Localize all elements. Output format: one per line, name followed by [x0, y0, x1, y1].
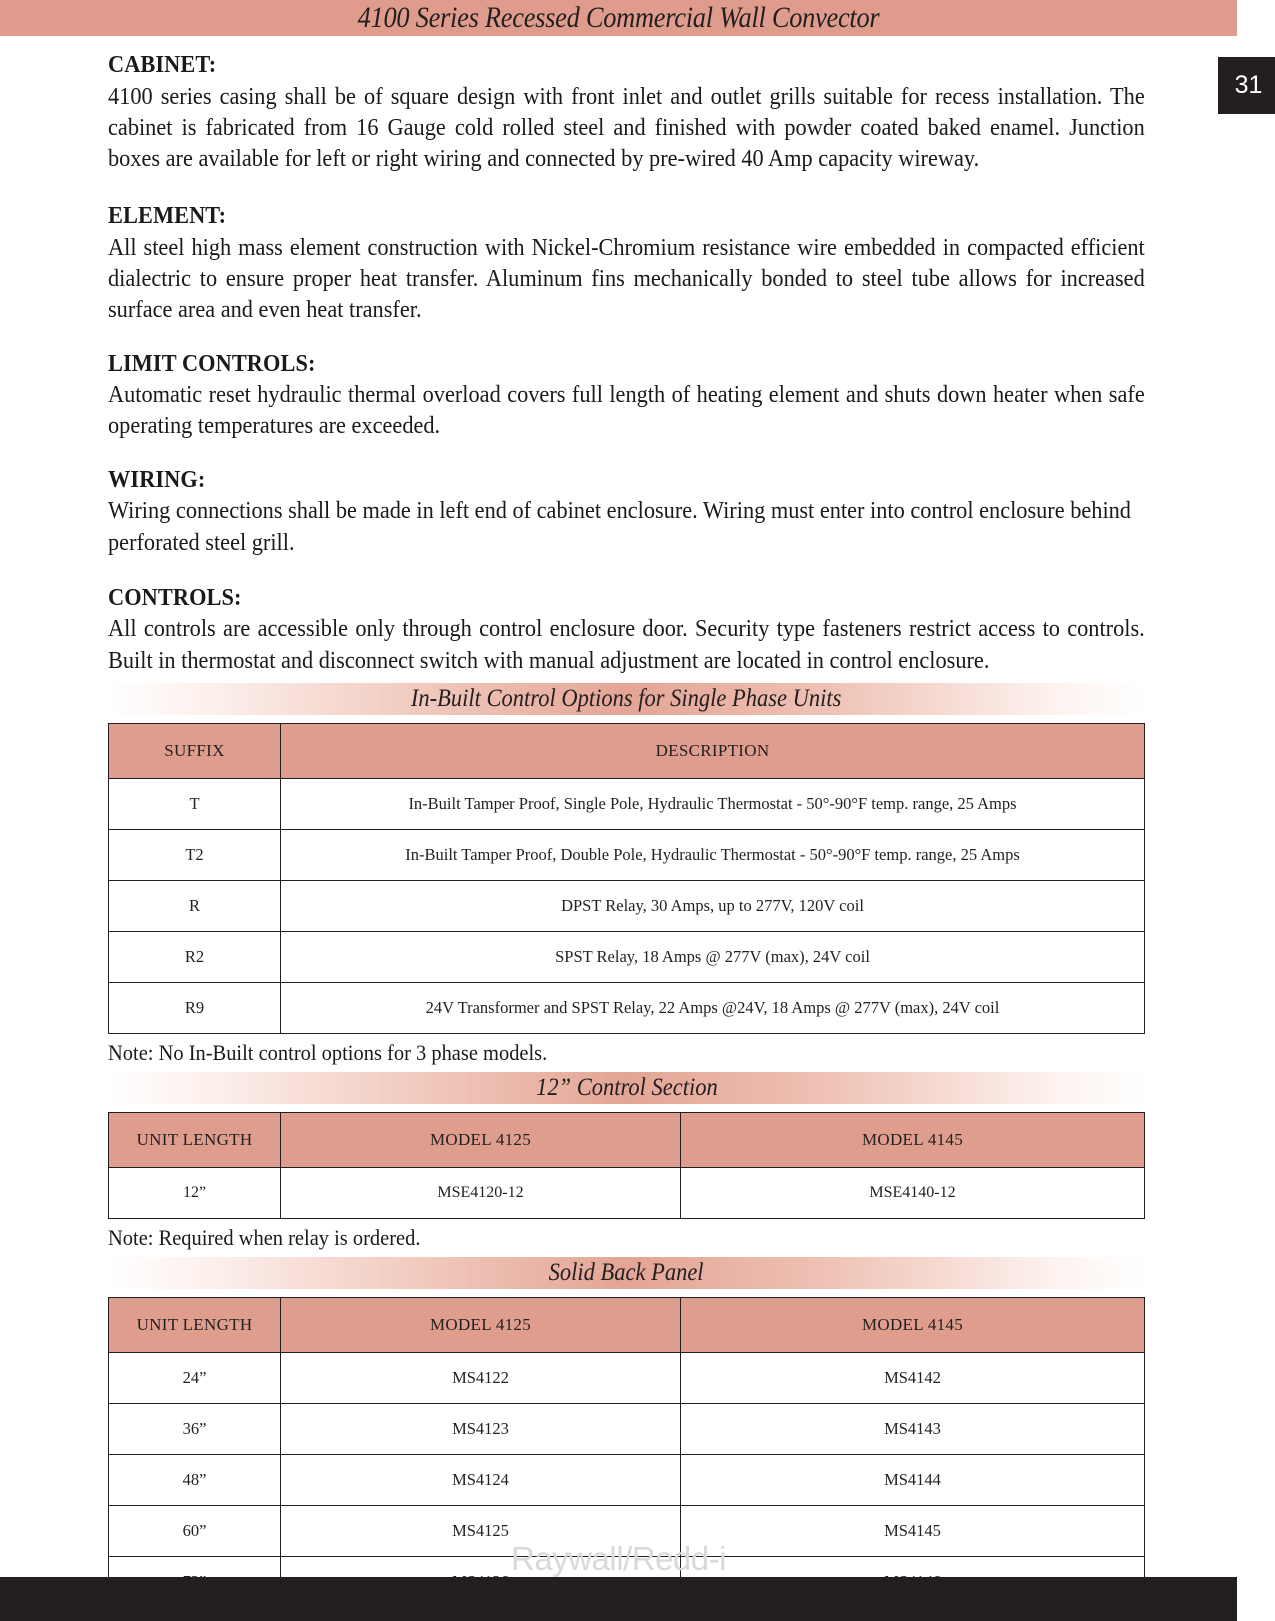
column-header-model-4125: MODEL 4125	[281, 1112, 681, 1167]
cell-description: 24V Transformer and SPST Relay, 22 Amps @24V, 18 Amps @ 277V (max), 24V coil	[281, 982, 1145, 1033]
cell-suffix: T	[109, 778, 281, 829]
control-section-table	[108, 1112, 1145, 1219]
section-controls-heading: CONTROLS:	[108, 584, 242, 611]
column-header-model-4145: MODEL 4145	[681, 1112, 1145, 1167]
control-section-table-note: Note: Required when relay is ordered.	[108, 1224, 421, 1250]
section-element	[108, 201, 1145, 326]
table-row	[109, 1352, 1145, 1403]
cell-suffix: R9	[109, 982, 281, 1033]
cell-model-4125: MS4122	[281, 1352, 681, 1403]
solid-back-panel-table-banner	[108, 1257, 1145, 1289]
section-wiring	[108, 465, 1145, 559]
cell-model-4145: MSE4140-12	[681, 1167, 1145, 1218]
cell-model-4145: MS4143	[681, 1403, 1145, 1454]
in-built-table-banner-text: In-Built Control Options for Single Phase Units	[411, 684, 842, 712]
table-row	[109, 982, 1145, 1033]
section-cabinet-heading: CABINET:	[108, 52, 217, 78]
page-number-tab: 31	[1218, 57, 1275, 114]
cell-model-4125: MS4123	[281, 1403, 681, 1454]
table-row	[109, 1167, 1145, 1218]
section-controls	[108, 583, 1145, 677]
cell-unit-length: 48”	[109, 1454, 281, 1505]
section-cabinet	[108, 50, 1145, 175]
section-element-body: All steel high mass element construction with Nickel-Chromium resistance wire embedded in compacted efficient dialectric to ensure proper heat transfer. Aluminum fins mechanically bonded to steel tube allows for increased surface area and even heat transfer.	[108, 235, 1145, 324]
cell-unit-length: 24”	[109, 1352, 281, 1403]
cell-unit-length: 36”	[109, 1403, 281, 1454]
column-header-suffix: SUFFIX	[109, 723, 281, 778]
page-title: 4100 Series Recessed Commercial Wall Convector	[357, 1, 880, 34]
table-header-row	[109, 1297, 1145, 1352]
cell-description: SPST Relay, 18 Amps @ 277V (max), 24V coil	[281, 931, 1145, 982]
cell-description: DPST Relay, 30 Amps, up to 277V, 120V coil	[281, 880, 1145, 931]
table-header-row	[109, 1112, 1145, 1167]
cell-model-4125: MS4124	[281, 1454, 681, 1505]
in-built-table-banner	[108, 683, 1145, 715]
cell-unit-length: 12”	[109, 1167, 281, 1218]
cell-model-4125: MS4125	[281, 1505, 681, 1556]
document-content	[108, 50, 1145, 1608]
section-limit-controls-heading: LIMIT CONTROLS:	[108, 350, 316, 377]
table-row	[109, 880, 1145, 931]
section-cabinet-body: 4100 series casing shall be of square design with front inlet and outlet grills suitable for recess installation. The cabinet is fabricated from 16 Gauge cold rolled steel and finished with powder coated baked enamel. Junction boxes are available for left or right wiring and connected by pre-wired 40 Amp capacity wireway.	[108, 83, 1145, 173]
cell-description: In-Built Tamper Proof, Double Pole, Hydraulic Thermostat - 50°-90°F temp. range, 25 Amps	[281, 829, 1145, 880]
section-wiring-body: Wiring connections shall be made in left end of cabinet enclosure. Wiring must enter into control enclosure behind perforated steel grill.	[108, 498, 1131, 556]
cell-description: In-Built Tamper Proof, Single Pole, Hydraulic Thermostat - 50°-90°F temp. range, 25 Amps	[281, 778, 1145, 829]
section-element-heading: ELEMENT:	[108, 203, 227, 230]
table-row	[109, 778, 1145, 829]
watermark-text: Raywall/Redd-i	[511, 1540, 726, 1577]
cell-model-4145: MS4145	[681, 1505, 1145, 1556]
cell-model-4145: MS4142	[681, 1352, 1145, 1403]
section-limit-controls-body: Automatic reset hydraulic thermal overload covers full length of heating element and shuts down heater when safe operating temperatures are exceeded.	[108, 382, 1145, 440]
section-controls-body: All controls are accessible only through control enclosure door. Security type fasteners restrict access to controls. Built in thermostat and disconnect switch with manual adjustment are located in control enclosure.	[108, 616, 1145, 674]
page-header-banner	[0, 0, 1237, 36]
column-header-description: DESCRIPTION	[281, 723, 1145, 778]
cell-suffix: R	[109, 880, 281, 931]
table-row	[109, 931, 1145, 982]
in-built-control-options-table	[108, 723, 1145, 1034]
table-row	[109, 1454, 1145, 1505]
table-row	[109, 829, 1145, 880]
table-header-row	[109, 723, 1145, 778]
cell-model-4125: MSE4120-12	[281, 1167, 681, 1218]
in-built-table-note: Note: No In-Built control options for 3 phase models.	[108, 1039, 548, 1065]
control-section-table-banner	[108, 1072, 1145, 1104]
column-header-model-4145: MODEL 4145	[681, 1297, 1145, 1352]
column-header-model-4125: MODEL 4125	[281, 1297, 681, 1352]
section-wiring-heading: WIRING:	[108, 466, 206, 493]
cell-unit-length: 60”	[109, 1505, 281, 1556]
cell-suffix: R2	[109, 931, 281, 982]
solid-back-panel-table-banner-text: Solid Back Panel	[549, 1258, 704, 1286]
table-row	[109, 1403, 1145, 1454]
page-footer-bar	[0, 1577, 1237, 1621]
section-limit-controls	[108, 349, 1145, 443]
column-header-unit-length: UNIT LENGTH	[109, 1297, 281, 1352]
column-header-unit-length: UNIT LENGTH	[109, 1112, 281, 1167]
cell-model-4145: MS4144	[681, 1454, 1145, 1505]
cell-suffix: T2	[109, 829, 281, 880]
control-section-table-banner-text: 12” Control Section	[535, 1073, 718, 1101]
